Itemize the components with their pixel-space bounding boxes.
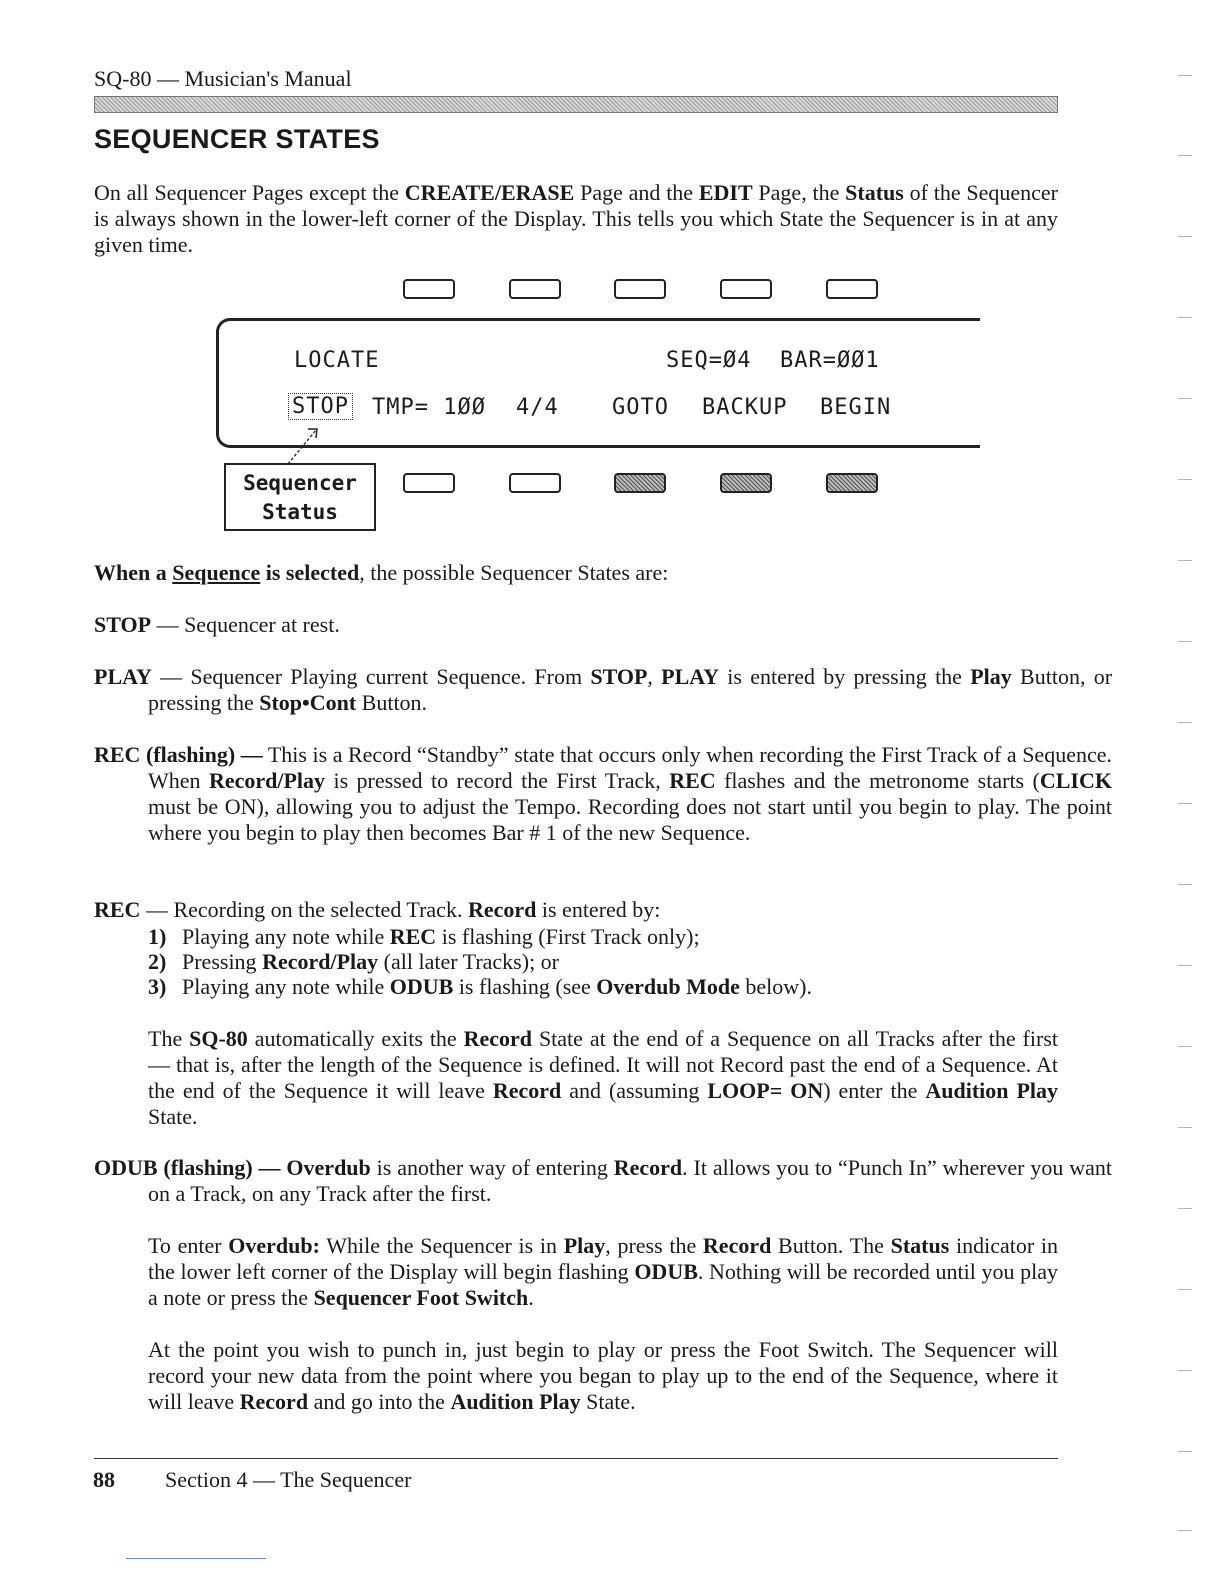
state-rec-flashing: REC (flashing) — This is a Record “Standby” state that occurs only when recording the First Track of a Sequence. When Record/Play is pressed to record the First Track, REC flashes and the metronome starts (CLICK must be ON), allowing you to adjust the Tempo. Recording does not start until you begin to play. The point where you begin to play then becomes Bar # 1 of the new Sequence. xyxy=(94,742,1112,845)
sequencer-status-callout xyxy=(224,463,376,531)
lcd-soft-goto: GOTO xyxy=(612,395,669,420)
running-head: SQ-80 — Musician's Manual xyxy=(94,66,352,91)
lcd-soft-backup: BACKUP xyxy=(702,395,788,420)
soft-button-top-3 xyxy=(614,279,666,299)
state-rec: REC — Recording on the selected Track. Record is entered by: xyxy=(94,897,661,922)
list-item: 2) Pressing Record/Play (all later Tracks); or xyxy=(148,949,560,974)
footer-rule xyxy=(94,1458,1058,1459)
soft-button-bottom-4 xyxy=(720,473,772,493)
page-number: 88 xyxy=(93,1467,115,1492)
state-play: PLAY — Sequencer Playing current Sequence. From STOP, PLAY is entered by pressing the Play Button, or pressing the Stop•Cont Button. xyxy=(94,664,1113,715)
lcd-tempo: TMP= 1ØØ xyxy=(372,395,486,420)
rec-entry-list xyxy=(148,924,1058,999)
soft-button-bottom-3 xyxy=(614,473,666,493)
intro-paragraph: On all Sequencer Pages except the CREATE/ERASE Page and the EDIT Page, the Status of the Sequencer is always shown in the lower-left corner of the Display. This tells you which State the Sequencer is in at any given time. xyxy=(94,180,1058,257)
display-frame xyxy=(216,318,980,448)
header-bar xyxy=(94,96,1058,113)
soft-button-bottom-5 xyxy=(826,473,878,493)
list-item: 3) Playing any note while ODUB is flashing (see Overdub Mode below). xyxy=(148,974,812,999)
soft-button-top-5 xyxy=(826,279,878,299)
soft-button-bottom-2 xyxy=(509,473,561,493)
lcd-seq-bar: SEQ=Ø4 BAR=ØØ1 xyxy=(666,348,880,373)
callout-line-1: Sequencer xyxy=(243,471,357,495)
callout-line-2: Status xyxy=(262,500,338,524)
list-item: 1) Playing any note while REC is flashing (First Track only); xyxy=(148,924,700,949)
state-stop: STOP — Sequencer at rest. xyxy=(94,612,340,637)
odub-enter-paragraph: To enter Overdub: While the Sequencer is in Play, press the Record Button. The Status indicator in the lower left corner of the Display will begin flashing ODUB. Nothing will be recorded until you play a note or press the Sequencer Foot Switch. xyxy=(148,1233,1058,1310)
soft-button-top-1 xyxy=(403,279,455,299)
lcd-page-name: LOCATE xyxy=(294,348,380,373)
soft-button-top-2 xyxy=(509,279,561,299)
footer-section: Section 4 — The Sequencer xyxy=(165,1467,412,1492)
soft-button-bottom-1 xyxy=(403,473,455,493)
odub-punch-paragraph: At the point you wish to punch in, just begin to play or press the Foot Switch. The Sequencer will record your new data from the point where you began to play up to the end of the Sequence, where it will leave Record and go into the Audition Play State. xyxy=(148,1337,1058,1414)
section-title: SEQUENCER STATES xyxy=(94,124,380,154)
state-odub: ODUB (flashing) — Overdub is another way of entering Record. It allows you to “Punch In” wherever you want on a Track, on any Track after the first. xyxy=(94,1155,1112,1206)
lcd-meter: 4/4 xyxy=(516,395,559,420)
rec-note-paragraph: The SQ-80 automatically exits the Record State at the end of a Sequence on all Tracks after the first — that is, after the length of the Sequence is defined. It will not Record past the end of a Sequence. At the end of the Sequence it will leave Record and (assuming LOOP= ON) enter the Audition Play State. xyxy=(148,1026,1059,1129)
soft-button-top-4 xyxy=(720,279,772,299)
lcd-soft-begin: BEGIN xyxy=(820,395,892,420)
lcd-status: STOP xyxy=(288,393,353,420)
scan-blue-line xyxy=(126,1558,266,1559)
selected-heading: When a Sequence is selected, the possible Sequencer States are: xyxy=(94,560,669,585)
